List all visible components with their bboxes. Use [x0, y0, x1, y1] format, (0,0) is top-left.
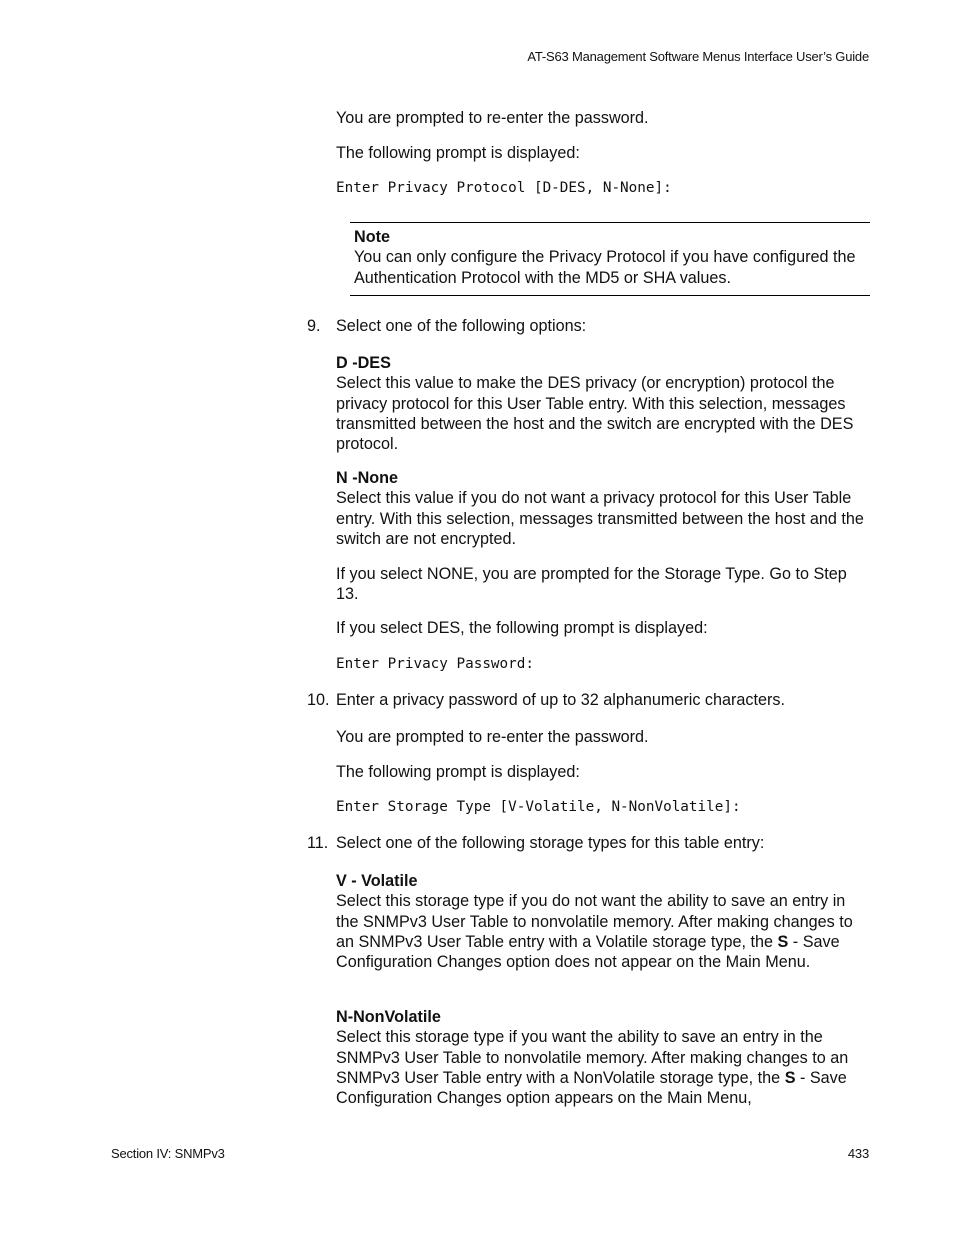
option-nonvolatile [336, 1007, 871, 1108]
option-title: N -None [336, 469, 399, 487]
option-title: N-NonVolatile [336, 1008, 441, 1026]
option-n-none [336, 468, 871, 549]
paragraph: You are prompted to re-enter the password. [336, 728, 649, 746]
paragraph: You are prompted to re-enter the password. [336, 109, 649, 127]
step-number: 9. [307, 317, 321, 335]
step-11 [307, 833, 871, 853]
step-text: Select one of the following storage types for this table entry: [336, 834, 765, 852]
step-text: Select one of the following options: [336, 317, 587, 335]
code-prompt: Enter Privacy Password: [336, 656, 534, 672]
paragraph: If you select NONE, you are prompted for the Storage Type. Go to Step 13. [336, 565, 847, 604]
step-10 [307, 690, 871, 710]
note-text: You can only configure the Privacy Protocol if you have configured the Authentication Protocol with the MD5 or SHA values. [354, 248, 856, 287]
step-number: 11. [307, 834, 329, 852]
option-volatile [336, 871, 871, 972]
note-box [350, 222, 870, 296]
page-number: 433 [847, 1146, 869, 1161]
code-prompt: Enter Storage Type [V-Volatile, N-NonVolatile]: [336, 799, 741, 815]
step-9 [307, 316, 871, 336]
code-prompt: Enter Privacy Protocol [D-DES, N-None]: [336, 180, 672, 196]
note-title: Note [354, 228, 390, 246]
step-number: 10. [307, 691, 330, 709]
paragraph: The following prompt is displayed: [336, 144, 580, 162]
footer-section: Section IV: SNMPv3 [111, 1146, 225, 1161]
step-text: Enter a privacy password of up to 32 alphanumeric characters. [336, 691, 785, 709]
option-text: Select this storage type if you want the ability to save an entry in the SNMPv3 User Table to nonvolatile memory. After making changes to an SNMPv3 User Table entry with a NonVolatile storage type, the S - Save Configuration Changes option appears on the Main Menu, [336, 1028, 849, 1108]
option-text: Select this value if you do not want a privacy protocol for this User Table entry. With this selection, messages transmitted between the host and the switch are not encrypted. [336, 489, 864, 548]
running-header: AT-S63 Management Software Menus Interface User’s Guide [527, 49, 869, 64]
paragraph: If you select DES, the following prompt is displayed: [336, 619, 708, 637]
option-title: D -DES [336, 354, 391, 372]
option-title: V - Volatile [336, 872, 418, 890]
option-text: Select this value to make the DES privacy (or encryption) protocol the privacy protocol for this User Table entry. With this selection, messages transmitted between the host and the switch are encrypted with the DES protocol. [336, 374, 854, 454]
option-d-des [336, 353, 871, 454]
option-text: Select this storage type if you do not want the ability to save an entry in the SNMPv3 User Table to nonvolatile memory. After making changes to an SNMPv3 User Table entry with a Volatile storage type, the S - Save Configuration Changes option does not appear on the Main Menu. [336, 892, 853, 972]
paragraph: The following prompt is displayed: [336, 763, 580, 781]
